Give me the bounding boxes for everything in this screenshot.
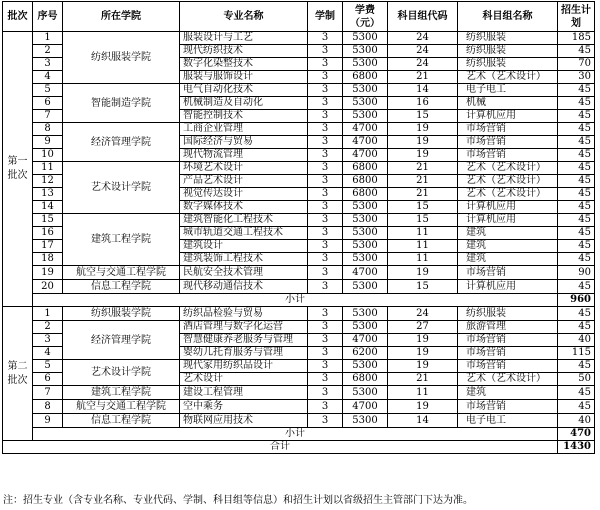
group-cell: 计算机应用 (458, 201, 558, 214)
plan-cell: 90 (558, 266, 595, 280)
major-cell: 工商企业管理 (180, 123, 308, 136)
college-cell: 航空与交通工程学院 (63, 400, 180, 414)
code-cell: 19 (388, 400, 458, 414)
subtotal-row (3, 428, 595, 441)
fee-cell: 5300 (343, 84, 388, 97)
group-cell: 纺织服装 (458, 45, 558, 58)
major-cell: 现代物流管理 (180, 149, 308, 162)
fee-cell: 5300 (343, 45, 388, 58)
table-row (3, 123, 595, 136)
subtotal-label: 小计 (33, 428, 558, 441)
plan-cell: 45 (558, 84, 595, 97)
years-cell: 3 (308, 97, 343, 110)
code-cell: 19 (388, 136, 458, 149)
seq-cell: 5 (33, 360, 63, 373)
group-cell: 电子电工 (458, 414, 558, 428)
fee-cell: 5300 (343, 110, 388, 123)
fee-cell: 4700 (343, 266, 388, 280)
major-cell: 现代家用纺织品设计 (180, 360, 308, 373)
seq-cell: 9 (33, 136, 63, 149)
group-cell: 建筑 (458, 227, 558, 240)
code-cell: 16 (388, 97, 458, 110)
group-cell: 艺术（艺术设计） (458, 373, 558, 386)
plan-cell: 45 (558, 240, 595, 253)
plan-cell: 45 (558, 45, 595, 58)
plan-cell: 40 (558, 414, 595, 428)
plan-cell: 185 (558, 32, 595, 45)
fee-cell: 5300 (343, 201, 388, 214)
fee-cell: 6800 (343, 373, 388, 386)
years-cell: 3 (308, 307, 343, 321)
major-cell: 纺织品检验与贸易 (180, 307, 308, 321)
fee-cell: 5300 (343, 253, 388, 266)
college-cell: 航空与交通工程学院 (63, 266, 180, 280)
years-cell: 3 (308, 240, 343, 253)
major-cell: 建设工程管理 (180, 386, 308, 400)
table-row (3, 307, 595, 321)
code-cell: 21 (388, 175, 458, 188)
years-cell: 3 (308, 347, 343, 360)
seq-cell: 1 (33, 32, 63, 45)
college-cell: 经济管理学院 (63, 123, 180, 162)
header-batch: 批次 (3, 2, 33, 32)
code-cell: 11 (388, 253, 458, 266)
code-cell: 15 (388, 110, 458, 123)
seq-cell: 14 (33, 201, 63, 214)
table-body (3, 32, 595, 454)
major-cell: 智慧健康养老服务与管理 (180, 334, 308, 347)
seq-cell: 11 (33, 162, 63, 175)
plan-cell: 45 (558, 214, 595, 227)
group-cell: 艺术（艺术设计） (458, 188, 558, 201)
years-cell: 3 (308, 373, 343, 386)
years-cell: 3 (308, 162, 343, 175)
years-cell: 3 (308, 110, 343, 123)
seq-cell: 3 (33, 334, 63, 347)
code-cell: 19 (388, 266, 458, 280)
table-row (3, 360, 595, 373)
code-cell: 19 (388, 360, 458, 373)
group-cell: 纺织服装 (458, 58, 558, 71)
plan-cell: 45 (558, 188, 595, 201)
plan-cell: 45 (558, 307, 595, 321)
table-row (3, 162, 595, 175)
plan-cell: 45 (558, 110, 595, 123)
header-code: 科目组代码 (388, 2, 458, 32)
group-cell: 纺织服装 (458, 307, 558, 321)
fee-cell: 6800 (343, 71, 388, 84)
years-cell: 3 (308, 253, 343, 266)
years-cell: 3 (308, 84, 343, 97)
major-cell: 建筑智能化工程技术 (180, 214, 308, 227)
years-cell: 3 (308, 149, 343, 162)
college-cell: 纺织服装学院 (63, 32, 180, 84)
plan-cell: 45 (558, 136, 595, 149)
major-cell: 智能控制技术 (180, 110, 308, 123)
fee-cell: 6800 (343, 188, 388, 201)
code-cell: 19 (388, 149, 458, 162)
code-cell: 19 (388, 123, 458, 136)
major-cell: 现代移动通信技术 (180, 280, 308, 294)
fee-cell: 4700 (343, 334, 388, 347)
college-cell: 智能制造学院 (63, 84, 180, 123)
group-cell: 市场营销 (458, 334, 558, 347)
header-plan: 招生计划 (558, 2, 595, 32)
major-cell: 产品艺术设计 (180, 175, 308, 188)
plan-cell: 45 (558, 97, 595, 110)
plan-cell: 45 (558, 175, 595, 188)
years-cell: 3 (308, 71, 343, 84)
years-cell: 3 (308, 188, 343, 201)
major-cell: 视觉传达设计 (180, 188, 308, 201)
header-group: 科目组名称 (458, 2, 558, 32)
header-seq: 序号 (33, 2, 63, 32)
years-cell: 3 (308, 321, 343, 334)
code-cell: 24 (388, 32, 458, 45)
group-cell: 建筑 (458, 386, 558, 400)
code-cell: 11 (388, 240, 458, 253)
total-label: 合计 (3, 441, 558, 454)
plan-cell: 40 (558, 334, 595, 347)
major-cell: 现代纺织技术 (180, 45, 308, 58)
major-cell: 国际经济与贸易 (180, 136, 308, 149)
seq-cell: 2 (33, 45, 63, 58)
fee-cell: 5300 (343, 214, 388, 227)
code-cell: 24 (388, 45, 458, 58)
major-cell: 艺术设计 (180, 373, 308, 386)
fee-cell: 5300 (343, 360, 388, 373)
group-cell: 机械 (458, 97, 558, 110)
major-cell: 机械制造及自动化 (180, 97, 308, 110)
seq-cell: 7 (33, 110, 63, 123)
major-cell: 建筑装饰工程技术 (180, 253, 308, 266)
header-years: 学制 (308, 2, 343, 32)
fee-cell: 4700 (343, 149, 388, 162)
table-row (3, 321, 595, 334)
seq-cell: 19 (33, 266, 63, 280)
code-cell: 27 (388, 321, 458, 334)
group-cell: 旅游管理 (458, 321, 558, 334)
college-cell: 经济管理学院 (63, 321, 180, 360)
major-cell: 电气自动化技术 (180, 84, 308, 97)
plan-cell: 45 (558, 386, 595, 400)
total-value: 1430 (558, 441, 595, 454)
header-college: 所在学院 (63, 2, 180, 32)
group-cell: 纺织服装 (458, 32, 558, 45)
code-cell: 24 (388, 58, 458, 71)
group-cell: 市场营销 (458, 360, 558, 373)
table-row (3, 414, 595, 428)
plan-cell: 45 (558, 201, 595, 214)
plan-cell: 45 (558, 162, 595, 175)
years-cell: 3 (308, 386, 343, 400)
code-cell: 15 (388, 280, 458, 294)
years-cell: 3 (308, 414, 343, 428)
seq-cell: 8 (33, 400, 63, 414)
seq-cell: 2 (33, 321, 63, 334)
seq-cell: 1 (33, 307, 63, 321)
code-cell: 11 (388, 386, 458, 400)
years-cell: 3 (308, 400, 343, 414)
fee-cell: 6200 (343, 347, 388, 360)
fee-cell: 5300 (343, 414, 388, 428)
header-fee: 学费（元） (343, 2, 388, 32)
plan-cell: 50 (558, 373, 595, 386)
major-cell: 婴幼儿托育服务与管理 (180, 347, 308, 360)
seq-cell: 8 (33, 123, 63, 136)
code-cell: 14 (388, 414, 458, 428)
college-cell: 信息工程学院 (63, 414, 180, 428)
subtotal-label: 小计 (33, 294, 558, 307)
code-cell: 11 (388, 227, 458, 240)
code-cell: 21 (388, 188, 458, 201)
plan-cell: 45 (558, 280, 595, 294)
table-row (3, 214, 595, 227)
header-row (3, 2, 595, 32)
plan-cell: 30 (558, 71, 595, 84)
major-cell: 空中乘务 (180, 400, 308, 414)
years-cell: 3 (308, 175, 343, 188)
group-cell: 市场营销 (458, 400, 558, 414)
group-cell: 电子电工 (458, 84, 558, 97)
plan-cell: 45 (558, 400, 595, 414)
plan-cell: 45 (558, 227, 595, 240)
years-cell: 3 (308, 32, 343, 45)
major-cell: 服装设计与工艺 (180, 32, 308, 45)
table-row (3, 84, 595, 97)
seq-cell: 4 (33, 71, 63, 84)
years-cell: 3 (308, 266, 343, 280)
college-cell: 建筑工程学院 (63, 214, 180, 266)
seq-cell: 15 (33, 214, 63, 227)
group-cell: 艺术（艺术设计） (458, 175, 558, 188)
years-cell: 3 (308, 45, 343, 58)
fee-cell: 4700 (343, 136, 388, 149)
seq-cell: 12 (33, 175, 63, 188)
major-cell: 酒店管理与数字化运营 (180, 321, 308, 334)
seq-cell: 20 (33, 280, 63, 294)
code-cell: 21 (388, 162, 458, 175)
code-cell: 19 (388, 334, 458, 347)
fee-cell: 5300 (343, 97, 388, 110)
years-cell: 3 (308, 123, 343, 136)
total-row (3, 441, 595, 454)
group-cell: 市场营销 (458, 266, 558, 280)
major-cell: 数字媒体技术 (180, 201, 308, 214)
fee-cell: 4700 (343, 123, 388, 136)
group-cell: 计算机应用 (458, 214, 558, 227)
years-cell: 3 (308, 280, 343, 294)
college-cell: 艺术设计学院 (63, 360, 180, 386)
seq-cell: 16 (33, 227, 63, 240)
footnote: 注：招生专业（含专业名称、专业代码、学制、科目组等信息）和招生计划以省级招生主管部门下达为准。 (3, 495, 473, 506)
seq-cell: 6 (33, 373, 63, 386)
group-cell: 市场营销 (458, 347, 558, 360)
code-cell: 14 (388, 84, 458, 97)
years-cell: 3 (308, 58, 343, 71)
group-cell: 建筑 (458, 240, 558, 253)
fee-cell: 5300 (343, 58, 388, 71)
code-cell: 21 (388, 373, 458, 386)
plan-cell: 45 (558, 360, 595, 373)
table-row (3, 386, 595, 400)
major-cell: 环境艺术设计 (180, 162, 308, 175)
years-cell: 3 (308, 334, 343, 347)
fee-cell: 5300 (343, 307, 388, 321)
group-cell: 计算机应用 (458, 280, 558, 294)
group-cell: 市场营销 (458, 136, 558, 149)
plan-cell: 45 (558, 321, 595, 334)
code-cell: 15 (388, 201, 458, 214)
table-row (3, 32, 595, 45)
seq-cell: 13 (33, 188, 63, 201)
seq-cell: 4 (33, 347, 63, 360)
seq-cell: 6 (33, 97, 63, 110)
plan-cell: 45 (558, 253, 595, 266)
fee-cell: 5300 (343, 386, 388, 400)
group-cell: 计算机应用 (458, 110, 558, 123)
subtotal-value: 960 (558, 294, 595, 307)
major-cell: 城市轨道交通工程技术 (180, 227, 308, 240)
years-cell: 3 (308, 360, 343, 373)
plan-cell: 115 (558, 347, 595, 360)
fee-cell: 5300 (343, 321, 388, 334)
fee-cell: 6800 (343, 175, 388, 188)
fee-cell: 4700 (343, 400, 388, 414)
plan-cell: 45 (558, 123, 595, 136)
seq-cell: 5 (33, 84, 63, 97)
table-row (3, 266, 595, 280)
years-cell: 3 (308, 201, 343, 214)
fee-cell: 5300 (343, 280, 388, 294)
years-cell: 3 (308, 136, 343, 149)
code-cell: 15 (388, 214, 458, 227)
fee-cell: 5300 (343, 227, 388, 240)
plan-cell: 45 (558, 149, 595, 162)
major-cell: 物联网应用技术 (180, 414, 308, 428)
seq-cell: 17 (33, 240, 63, 253)
plan-cell: 70 (558, 58, 595, 71)
code-cell: 21 (388, 71, 458, 84)
header-major: 专业名称 (180, 2, 308, 32)
group-cell: 市场营销 (458, 149, 558, 162)
major-cell: 民航安全技术管理 (180, 266, 308, 280)
years-cell: 3 (308, 214, 343, 227)
table-row (3, 400, 595, 414)
major-cell: 建筑设计 (180, 240, 308, 253)
fee-cell: 6800 (343, 162, 388, 175)
years-cell: 3 (308, 227, 343, 240)
group-cell: 市场营销 (458, 123, 558, 136)
enrollment-plan-table (2, 1, 595, 454)
batch-cell: 第二批次 (3, 307, 33, 441)
seq-cell: 7 (33, 386, 63, 400)
seq-cell: 3 (33, 58, 63, 71)
seq-cell: 18 (33, 253, 63, 266)
seq-cell: 10 (33, 149, 63, 162)
seq-cell: 9 (33, 414, 63, 428)
fee-cell: 5300 (343, 240, 388, 253)
subtotal-value: 470 (558, 428, 595, 441)
college-cell: 建筑工程学院 (63, 386, 180, 400)
code-cell: 24 (388, 307, 458, 321)
group-cell: 建筑 (458, 253, 558, 266)
group-cell: 艺术（艺术设计） (458, 71, 558, 84)
batch-cell: 第一批次 (3, 32, 33, 307)
college-cell: 纺织服装学院 (63, 307, 180, 321)
major-cell: 数字化染整技术 (180, 58, 308, 71)
college-cell: 信息工程学院 (63, 280, 180, 294)
college-cell: 艺术设计学院 (63, 162, 180, 214)
major-cell: 服装与服饰设计 (180, 71, 308, 84)
group-cell: 艺术（艺术设计） (458, 162, 558, 175)
fee-cell: 5300 (343, 32, 388, 45)
subtotal-row (3, 294, 595, 307)
code-cell: 19 (388, 347, 458, 360)
table-row (3, 280, 595, 294)
